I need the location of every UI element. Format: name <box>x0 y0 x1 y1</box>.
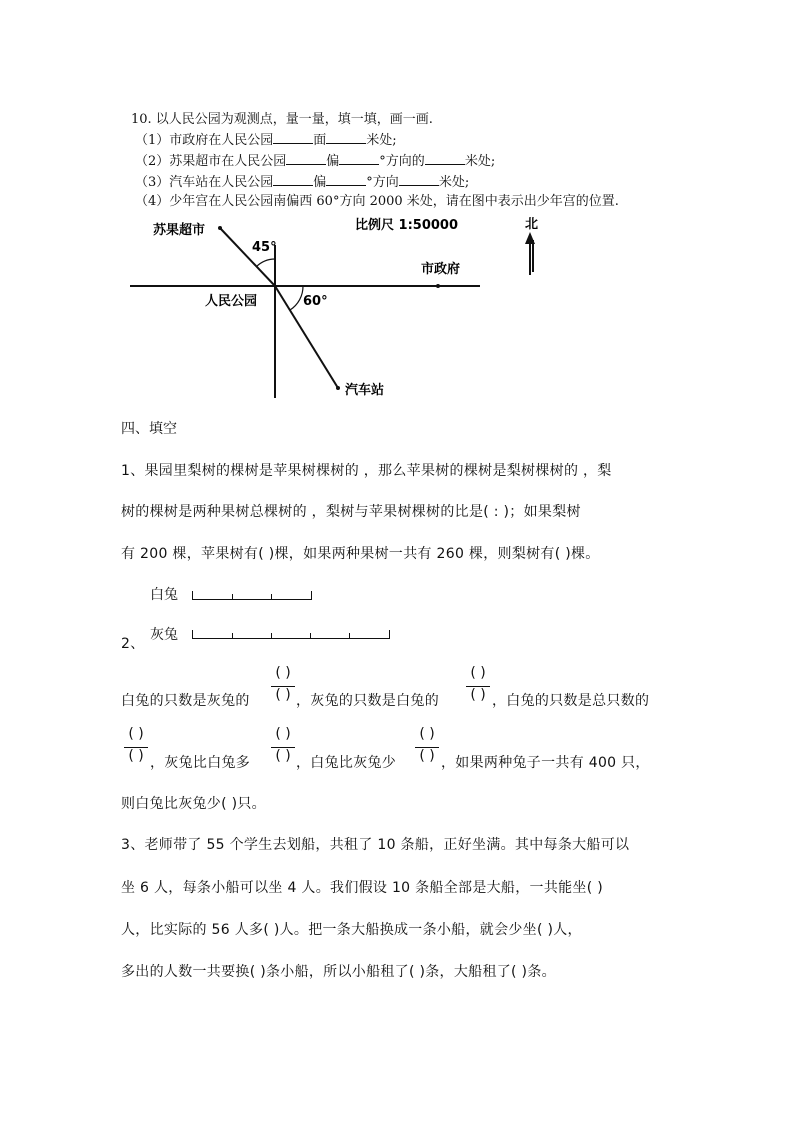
cityhall-point <box>436 284 440 288</box>
q10-item-2-text-b: 偏 <box>326 154 340 169</box>
label-supermarket: 苏果超市 <box>153 223 206 238</box>
answer-blank[interactable] <box>286 150 326 165</box>
q10-item-3-text-c: °方向 <box>366 175 399 190</box>
label-scale: 比例尺 1:50000 <box>355 218 458 233</box>
bar-tick <box>271 633 272 638</box>
answer-blank[interactable] <box>399 171 439 186</box>
q10-item-1-text-a: （1）市政府在人民公园 <box>135 133 274 148</box>
problem-1-line-2: 树的棵树是两种果树总棵树的 ，梨树与苹果树棵树的比是( : )；如果梨树 <box>121 504 581 520</box>
gray-rabbit-label: 灰兔 <box>150 627 178 643</box>
problem-2-line-1c: ，白兔的只数是总只数的 <box>492 693 650 709</box>
label-station: 汽车站 <box>345 383 385 398</box>
fraction-denominator: ( ) <box>275 687 291 703</box>
q10-item-1-text-c: 米处; <box>366 133 397 148</box>
fraction-denominator: ( ) <box>128 748 144 764</box>
answer-blank[interactable] <box>273 171 313 186</box>
answer-blank[interactable] <box>273 129 313 144</box>
fraction-denominator: ( ) <box>275 748 291 764</box>
problem-2-number: 2、 <box>121 636 145 652</box>
answer-blank[interactable] <box>425 150 465 165</box>
q10-item-3-text-d: 米处; <box>438 175 470 190</box>
problem-3-line-1: 3、老师带了 55 个学生去划船，共租了 10 条船，正好坐满。其中每条大船可以 <box>121 837 630 853</box>
gray-rabbit-bar <box>192 630 390 639</box>
label-north: 北 <box>525 217 539 232</box>
q10-item-1 <box>131 129 711 150</box>
label-cityhall: 市政府 <box>421 262 461 277</box>
label-park: 人民公园 <box>205 294 258 309</box>
section-title: 四、填空 <box>121 421 177 437</box>
q10-item-2-text-d: 米处; <box>464 154 496 169</box>
white-rabbit-bar <box>192 591 312 600</box>
fraction-numerator: ( ) <box>275 726 291 742</box>
q10-item-2-text-a: （2）苏果超市在人民公园 <box>135 154 287 169</box>
problem-3-line-3: 人，比实际的 56 人多( )人。把一条大船换成一条小船，就会少坐( )人， <box>121 922 582 938</box>
fraction-numerator: ( ) <box>419 726 435 742</box>
q10-item-3 <box>131 171 711 192</box>
problem-2-line-3: 则白兔比灰兔少( )只。 <box>121 796 266 812</box>
supermarket-point <box>218 226 222 230</box>
q10-item-4: （4）少年宫在人民公园南偏西 60°方向 2000 米处，请在图中表示出少年宫的位置. <box>135 194 619 209</box>
bar-tick <box>349 633 350 638</box>
problem-2-line-2b: ，白兔比灰兔少 <box>296 755 397 771</box>
angle-45-arc <box>256 259 275 267</box>
bar-tick <box>310 633 311 638</box>
white-rabbit-label: 白兔 <box>150 587 178 603</box>
bar-tick <box>232 594 233 599</box>
q10-item-3-text-b: 偏 <box>313 175 327 190</box>
problem-2-line-2a: ，灰兔比白兔多 <box>150 755 251 771</box>
answer-blank[interactable] <box>339 150 379 165</box>
fraction-numerator: ( ) <box>470 665 486 681</box>
q10-item-1-text-b: 面 <box>313 133 327 148</box>
fraction-blank[interactable] <box>270 665 296 709</box>
fraction-numerator: ( ) <box>128 726 144 742</box>
label-angle-45: 45° <box>252 240 277 255</box>
north-arrow-icon <box>525 232 535 244</box>
problem-3-line-2: 坐 6 人，每条小船可以坐 4 人。我们假设 10 条船全部是大船，一共能坐( ) <box>121 880 604 896</box>
problem-2-line-1b: ，灰兔的只数是白兔的 <box>296 693 439 709</box>
label-angle-60: 60° <box>303 294 328 309</box>
q10-item-2 <box>131 150 711 171</box>
fraction-blank[interactable] <box>465 665 491 709</box>
q10-title: 10. 以人民公园为观测点，量一量，填一填，画一画. <box>131 112 433 127</box>
problem-1-line-1: 1、果园里梨树的棵树是苹果树棵树的 ，那么苹果树的棵树是梨树棵树的 ，梨 <box>121 463 612 479</box>
question-10 <box>131 110 711 211</box>
direction-map-diagram <box>125 210 539 405</box>
problem-2-line-2c: ，如果两种兔子一共有 400 只， <box>441 755 650 771</box>
bar-tick <box>271 594 272 599</box>
q10-item-3-text-a: （3）汽车站在人民公园 <box>135 175 274 190</box>
problem-2-line-1a: 白兔的只数是灰兔的 <box>121 693 250 709</box>
fraction-denominator: ( ) <box>470 687 486 703</box>
fraction-blank[interactable] <box>123 726 149 770</box>
answer-blank[interactable] <box>326 129 366 144</box>
problem-3-line-4: 多出的人数一共要换( )条小船，所以小船租了( )条，大船租了( )条。 <box>121 964 556 980</box>
bar-tick <box>232 633 233 638</box>
supermarket-ray <box>220 228 275 286</box>
angle-60-arc <box>290 286 303 310</box>
fraction-blank[interactable] <box>270 726 296 770</box>
fraction-blank[interactable] <box>414 726 440 770</box>
problem-1-line-3: 有 200 棵，苹果树有( )棵，如果两种果树一共有 260 棵，则梨树有( )棵。 <box>121 546 600 562</box>
fraction-denominator: ( ) <box>419 748 435 764</box>
answer-blank[interactable] <box>326 171 366 186</box>
fraction-numerator: ( ) <box>275 665 291 681</box>
q10-item-2-text-c: °方向的 <box>379 154 425 169</box>
station-point <box>336 386 340 390</box>
